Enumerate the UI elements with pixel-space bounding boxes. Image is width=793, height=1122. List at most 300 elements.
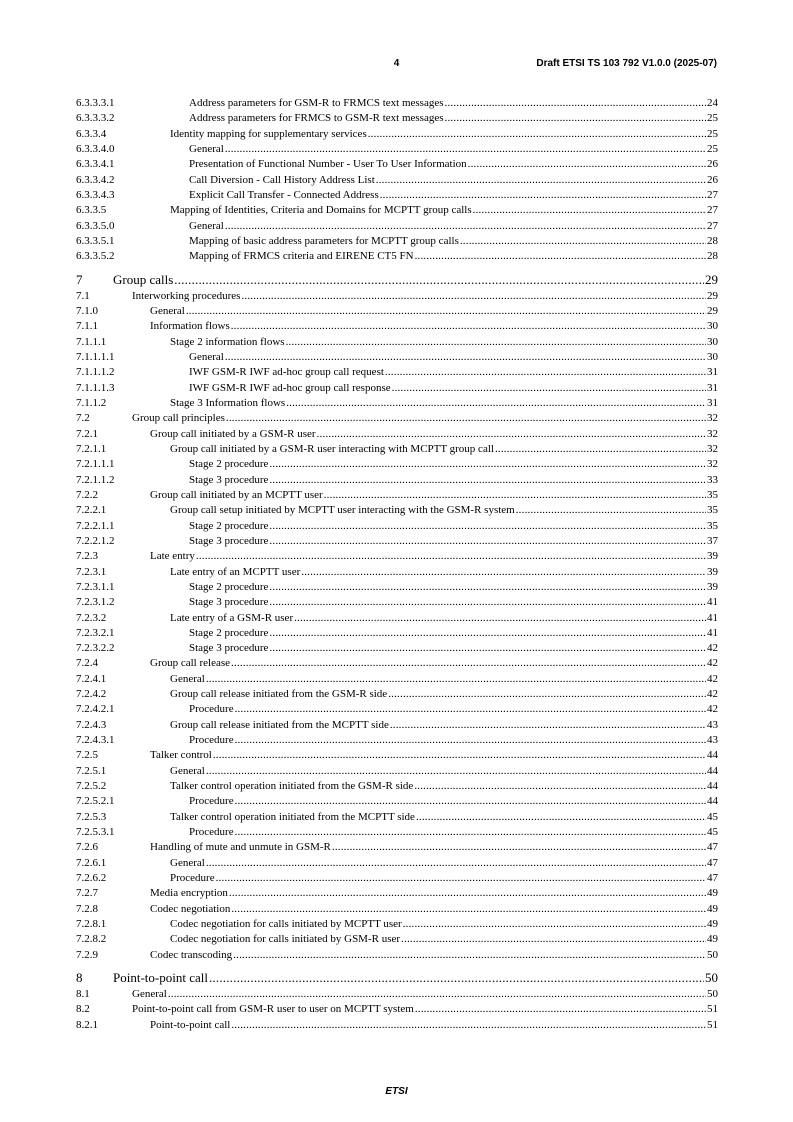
toc-entry-title: Codec negotiation for calls initiated by MCPTT user [170, 918, 402, 931]
toc-entry[interactable] [76, 157, 718, 172]
toc-entry-page: 27 [707, 188, 718, 201]
toc-entry[interactable] [76, 656, 718, 671]
toc-entry-page: 30 [707, 335, 718, 348]
toc-entry-title: Codec transcoding [150, 948, 233, 961]
toc-entry-page: 41 [707, 596, 718, 609]
toc-entry[interactable] [76, 902, 718, 917]
toc-entry-page: 27 [707, 204, 718, 217]
toc-leader-dots [233, 948, 706, 963]
toc-entry-number: 7.2.3.1 [76, 565, 107, 578]
toc-entry-page: 27 [707, 219, 718, 232]
toc-entry-number: 7.2.3.2.2 [76, 642, 115, 655]
toc-entry-title: General [189, 350, 224, 363]
toc-entry-page: 31 [707, 396, 718, 409]
toc-entry-title: Mapping of Identities, Criteria and Domains for MCPTT group calls [170, 204, 472, 217]
toc-entry[interactable] [76, 142, 718, 157]
toc-leader-dots [269, 580, 706, 595]
toc-entry-number: 7.2.5.3 [76, 810, 107, 823]
toc-leader-dots [269, 473, 706, 488]
toc-entry-number: 7.2.3 [76, 550, 98, 563]
toc-leader-dots [392, 381, 706, 396]
toc-entry[interactable] [76, 488, 718, 503]
toc-entry[interactable] [76, 473, 718, 488]
toc-entry-title: Procedure [170, 872, 215, 885]
toc-entry-title: Late entry of a GSM-R user [170, 611, 294, 624]
toc-entry-title: Stage 3 procedure [189, 596, 269, 609]
toc-entry-number: 7.2.2.1 [76, 504, 107, 517]
toc-leader-dots [269, 519, 706, 534]
toc-entry-number: 7.2.1.1.1 [76, 458, 115, 471]
toc-entry[interactable] [76, 565, 718, 580]
toc-leader-dots [235, 825, 706, 840]
toc-entry-title: General [170, 764, 205, 777]
toc-entry-title: General [150, 304, 185, 317]
toc-leader-dots [401, 932, 706, 947]
toc-entry[interactable] [76, 304, 718, 319]
toc-entry-title: Talker control operation initiated from the MCPTT side [170, 810, 415, 823]
toc-entry-title: Group call principles [132, 412, 225, 425]
toc-entry-page: 41 [707, 611, 718, 624]
toc-entry-number: 7.2.3.2.1 [76, 626, 115, 639]
toc-entry-title: Address parameters for GSM-R to FRMCS text messages [189, 97, 444, 109]
toc-entry-title: Late entry [150, 550, 195, 563]
toc-leader-dots [301, 565, 706, 580]
toc-entry-page: 51 [707, 1018, 718, 1031]
toc-entry-title: Stage 2 information flows [170, 335, 285, 348]
toc-entry-page: 35 [707, 504, 718, 517]
toc-entry-number: 7.2.3.2 [76, 611, 107, 624]
toc-entry-title: General [189, 142, 224, 155]
toc-entry-page: 39 [707, 565, 718, 578]
toc-entry-title: Stage 2 procedure [189, 458, 269, 471]
toc-entry-title: Group call initiated by a GSM-R user [150, 427, 316, 440]
toc-entry-title: Stage 3 procedure [189, 473, 269, 486]
toc-entry-title: Group call initiated by an MCPTT user [150, 488, 323, 501]
toc-entry[interactable] [76, 748, 718, 763]
toc-entry-title: Explicit Call Transfer - Connected Address [189, 188, 379, 201]
toc-entry-number: 7.2.2.1.1 [76, 519, 115, 532]
toc-leader-dots [206, 672, 706, 687]
toc-entry[interactable] [76, 350, 718, 365]
toc-entry-page: 41 [707, 626, 718, 639]
toc-entry-page: 32 [707, 458, 718, 471]
toc-leader-dots [414, 779, 706, 794]
toc-entry[interactable] [76, 396, 718, 411]
toc-entry[interactable] [76, 381, 718, 396]
footer-etsi: ETSI [385, 1086, 408, 1097]
toc-entry-page: 44 [707, 795, 718, 808]
toc-entry[interactable] [76, 289, 718, 304]
toc-leader-dots [294, 611, 706, 626]
toc-entry-number: 7.2.5.1 [76, 764, 107, 777]
toc-entry-page: 42 [707, 672, 718, 685]
toc-entry[interactable] [76, 127, 718, 142]
toc-entry-number: 7.2.4.3 [76, 718, 107, 731]
toc-leader-dots [235, 733, 706, 748]
toc-entry-number: 6.3.3.4.3 [76, 188, 115, 201]
toc-leader-dots [225, 142, 706, 157]
toc-entry-page: 33 [707, 473, 718, 486]
toc-entry[interactable] [76, 173, 718, 188]
toc-entry[interactable] [76, 249, 718, 264]
toc-entry[interactable] [76, 271, 718, 289]
toc-leader-dots [403, 917, 706, 932]
toc-entry-page: 26 [707, 173, 718, 186]
toc-entry-number: 7.2.2.1.2 [76, 534, 115, 547]
toc-entry[interactable] [76, 111, 718, 126]
toc-entry-number: 7.2 [76, 412, 90, 425]
toc-entry-number: 6.3.3.4 [76, 127, 107, 140]
toc-entry-page: 29 [705, 271, 718, 287]
toc-entry-title: Group call release initiated from the GSM-R side [170, 688, 388, 701]
toc-leader-dots [385, 365, 706, 380]
toc-entry[interactable] [76, 335, 718, 350]
toc-entry-page: 31 [707, 366, 718, 379]
toc-entry-number: 7.1.1.1.1 [76, 350, 115, 363]
toc-entry-title: Stage 2 procedure [189, 626, 269, 639]
toc-entry-page: 32 [707, 442, 718, 455]
toc-entry[interactable] [76, 764, 718, 779]
toc-entry-page: 28 [707, 234, 718, 247]
toc-entry-number: 7.2.8.2 [76, 933, 107, 946]
toc-leader-dots [269, 626, 706, 641]
toc-leader-dots [376, 173, 706, 188]
toc-entry[interactable] [76, 595, 718, 610]
toc-entry-page: 43 [707, 718, 718, 731]
toc-entry-number: 6.3.3.3.1 [76, 97, 115, 109]
toc-leader-dots [235, 794, 706, 809]
toc-entry-page: 49 [707, 887, 718, 900]
toc-leader-dots [231, 902, 706, 917]
toc-entry-page: 42 [707, 688, 718, 701]
toc-leader-dots [235, 702, 706, 717]
toc-entry-number: 7.1.1.1.3 [76, 381, 115, 394]
toc-entry-title: Group call setup initiated by MCPTT user interacting with the GSM-R system [170, 504, 515, 517]
toc-entry-page: 42 [707, 703, 718, 716]
toc-entry-page: 39 [707, 580, 718, 593]
toc-entry-title: Group calls [113, 271, 174, 287]
toc-entry[interactable] [76, 810, 718, 825]
toc-entry-title: Late entry of an MCPTT user [170, 565, 301, 578]
toc-entry-number: 8.2 [76, 1003, 90, 1016]
toc-entry-number: 7.2.1 [76, 427, 98, 440]
toc-entry-title: Codec negotiation for calls initiated by GSM-R user [170, 933, 401, 946]
toc-leader-dots [186, 304, 706, 319]
toc-leader-dots [286, 335, 706, 350]
toc-entry-page: 43 [707, 734, 718, 747]
toc-entry[interactable] [76, 503, 718, 518]
toc-entry-number: 7.2.9 [76, 948, 98, 961]
toc-leader-dots [368, 127, 706, 142]
toc-entry-page: 42 [707, 642, 718, 655]
toc-entry-title: Stage 2 procedure [189, 519, 269, 532]
toc-entry-title: Stage 3 procedure [189, 642, 269, 655]
toc-entry-number: 7.2.4.1 [76, 672, 107, 685]
toc-entry[interactable] [76, 871, 718, 886]
toc-entry-title: Talker control operation initiated from the GSM-R side [170, 780, 414, 793]
document-title: Draft ETSI TS 103 792 V1.0.0 (2025-07) [536, 58, 717, 69]
toc-entry-title: Group call initiated by a GSM-R user interacting with MCPTT group call [170, 442, 494, 455]
toc-entry-title: IWF GSM-R IWF ad-hoc group call response [189, 381, 391, 394]
toc-entry-number: 7 [76, 271, 83, 287]
toc-entry-number: 7.2.7 [76, 887, 98, 900]
toc-entry[interactable] [76, 519, 718, 534]
toc-entry-title: Identity mapping for supplementary services [170, 127, 367, 140]
toc-entry-number: 7.2.5.3.1 [76, 826, 115, 839]
toc-entry-title: Information flows [150, 320, 230, 333]
toc-entry-title: Group call release [150, 657, 231, 670]
toc-entry[interactable] [76, 840, 718, 855]
toc-entry[interactable] [76, 856, 718, 871]
toc-entry[interactable] [76, 365, 718, 380]
toc-entry-page: 24 [707, 97, 718, 109]
toc-entry-title: Point-to-point call [150, 1018, 231, 1031]
toc-leader-dots [388, 687, 706, 702]
toc-entry-number: 7.1 [76, 289, 90, 302]
toc-entry-page: 28 [707, 250, 718, 263]
toc-entry-number: 7.2.5.2 [76, 780, 107, 793]
toc-leader-dots [468, 157, 706, 172]
toc-leader-dots [269, 641, 706, 656]
toc-entry-title: Codec negotiation [150, 902, 231, 915]
toc-entry-title: General [189, 219, 224, 232]
toc-entry-page: 25 [707, 112, 718, 125]
toc-leader-dots [225, 350, 706, 365]
toc-entry-number: 7.2.1.1 [76, 442, 107, 455]
toc-entry[interactable] [76, 794, 718, 809]
toc-entry[interactable] [76, 825, 718, 840]
toc-entry-page: 49 [707, 933, 718, 946]
toc-leader-dots [174, 271, 704, 289]
toc-entry[interactable] [76, 779, 718, 794]
toc-entry[interactable] [76, 188, 718, 203]
toc-entry-page: 26 [707, 158, 718, 171]
toc-entry-number: 7.2.3.1.2 [76, 596, 115, 609]
toc-entry-page: 29 [707, 304, 718, 317]
toc-entry[interactable] [76, 534, 718, 549]
toc-entry-number: 7.2.4.3.1 [76, 734, 115, 747]
toc-leader-dots [286, 396, 706, 411]
toc-entry-number: 7.2.2 [76, 488, 98, 501]
toc-entry-title: General [170, 672, 205, 685]
toc-leader-dots [216, 871, 706, 886]
toc-leader-dots [269, 457, 706, 472]
toc-entry[interactable] [76, 427, 718, 442]
toc-entry[interactable] [76, 718, 718, 733]
toc-entry-title: General [132, 988, 167, 1001]
toc-leader-dots [332, 840, 706, 855]
toc-leader-dots [473, 203, 706, 218]
toc-entry-number: 7.2.6.1 [76, 856, 107, 869]
toc-entry-page: 45 [707, 826, 718, 839]
toc-entry[interactable] [76, 733, 718, 748]
toc-entry-number: 8.1 [76, 988, 90, 1001]
toc-entry-number: 6.3.3.4.0 [76, 142, 115, 155]
toc-entry-page: 31 [707, 381, 718, 394]
toc-entry[interactable] [76, 886, 718, 901]
toc-entry-number: 7.1.0 [76, 304, 98, 317]
toc-leader-dots [516, 503, 706, 518]
toc-entry-number: 6.3.3.5.2 [76, 250, 115, 263]
toc-leader-dots [416, 810, 706, 825]
toc-leader-dots [209, 969, 704, 987]
toc-entry-number: 6.3.3.3.2 [76, 112, 115, 125]
toc-entry[interactable] [76, 411, 718, 426]
toc-entry-page: 37 [707, 534, 718, 547]
toc-entry-number: 7.1.1 [76, 320, 98, 333]
toc-entry[interactable] [76, 219, 718, 234]
toc-entry-number: 7.2.8 [76, 902, 98, 915]
toc-entry-number: 6.3.3.4.2 [76, 173, 115, 186]
toc-entry-title: Interworking procedures [132, 289, 241, 302]
toc-leader-dots [226, 411, 706, 426]
toc-entry-number: 7.2.6 [76, 841, 98, 854]
toc-leader-dots [213, 748, 706, 763]
toc-entry-title: General [170, 856, 205, 869]
toc-entry-page: 44 [707, 749, 718, 762]
toc-entry-title: Group call release initiated from the MCPTT side [170, 718, 389, 731]
toc-entry[interactable] [76, 969, 718, 987]
toc-entry-number: 8.2.1 [76, 1018, 98, 1031]
toc-entry-title: Media encryption [150, 887, 228, 900]
toc-entry[interactable] [76, 580, 718, 595]
toc-entry-number: 7.2.4.2 [76, 688, 107, 701]
toc-entry-title: Procedure [189, 703, 234, 716]
toc-entry[interactable] [76, 932, 718, 947]
toc-entry[interactable] [76, 948, 718, 963]
toc-leader-dots [168, 987, 706, 1002]
toc-entry-page: 25 [707, 142, 718, 155]
toc-entry[interactable] [76, 457, 718, 472]
toc-entry-number: 7.2.4 [76, 657, 98, 670]
toc-leader-dots [445, 96, 706, 111]
toc-entry-title: Talker control [150, 749, 212, 762]
toc-leader-dots [196, 549, 706, 564]
toc-entry-page: 42 [707, 657, 718, 670]
toc-entry-number: 7.1.1.1.2 [76, 366, 115, 379]
toc-entry-page: 30 [707, 350, 718, 363]
toc-entry-page: 45 [707, 810, 718, 823]
toc-entry-page: 30 [707, 320, 718, 333]
toc-entry-page: 47 [707, 872, 718, 885]
toc-leader-dots [495, 442, 706, 457]
toc-entry-number: 7.1.1.1 [76, 335, 107, 348]
toc-leader-dots [445, 111, 706, 126]
toc-entry-page: 32 [707, 412, 718, 425]
toc-entry-number: 6.3.3.5.0 [76, 219, 115, 232]
toc-leader-dots [269, 534, 706, 549]
toc-leader-dots [229, 886, 706, 901]
toc-entry-title: Handling of mute and unmute in GSM-R [150, 841, 331, 854]
toc-entry[interactable] [76, 1002, 718, 1017]
toc-entry-title: Point-to-point call from GSM-R user to user on MCPTT system [132, 1003, 414, 1016]
toc-entry-page: 49 [707, 918, 718, 931]
toc-entry[interactable] [76, 96, 718, 111]
toc-entry[interactable] [76, 234, 718, 249]
table-of-contents [76, 96, 718, 1033]
toc-entry-number: 8 [76, 970, 83, 986]
toc-entry-page: 50 [705, 970, 718, 986]
toc-entry-page: 35 [707, 488, 718, 501]
toc-entry-title: Mapping of FRMCS criteria and EIRENE CT5 FN [189, 250, 414, 263]
toc-entry-number: 7.2.1.1.2 [76, 473, 115, 486]
toc-entry-title: Procedure [189, 795, 234, 808]
toc-entry-number: 7.2.6.2 [76, 872, 107, 885]
toc-entry-page: 44 [707, 764, 718, 777]
toc-leader-dots [231, 656, 706, 671]
toc-leader-dots [317, 427, 706, 442]
toc-entry[interactable] [76, 702, 718, 717]
toc-entry-page: 25 [707, 127, 718, 140]
toc-leader-dots [206, 764, 706, 779]
toc-entry-number: 7.1.1.2 [76, 396, 107, 409]
toc-entry[interactable] [76, 641, 718, 656]
toc-entry[interactable] [76, 987, 718, 1002]
toc-leader-dots [390, 718, 706, 733]
toc-entry[interactable] [76, 1018, 718, 1033]
toc-leader-dots [231, 319, 706, 334]
toc-leader-dots [415, 1002, 706, 1017]
toc-entry-page: 50 [707, 948, 718, 961]
toc-entry-page: 39 [707, 550, 718, 563]
toc-leader-dots [324, 488, 706, 503]
toc-entry-page: 50 [707, 988, 718, 1001]
toc-entry-number: 7.2.4.2.1 [76, 703, 115, 716]
toc-entry-page: 51 [707, 1003, 718, 1016]
toc-entry[interactable] [76, 319, 718, 334]
toc-entry-title: Point-to-point call [113, 970, 208, 986]
toc-entry-page: 32 [707, 427, 718, 440]
toc-entry[interactable] [76, 611, 718, 626]
toc-entry[interactable] [76, 687, 718, 702]
toc-entry-number: 7.2.8.1 [76, 918, 107, 931]
toc-entry-page: 47 [707, 841, 718, 854]
toc-entry-number: 7.2.5.2.1 [76, 795, 115, 808]
toc-entry-page: 47 [707, 856, 718, 869]
toc-leader-dots [380, 188, 706, 203]
toc-entry[interactable] [76, 442, 718, 457]
toc-entry-number: 7.2.5 [76, 749, 98, 762]
toc-entry-title: Stage 2 procedure [189, 580, 269, 593]
toc-leader-dots [269, 595, 706, 610]
toc-entry-title: Procedure [189, 826, 234, 839]
toc-entry-number: 6.3.3.5 [76, 204, 107, 217]
toc-entry-title: Call Diversion - Call History Address List [189, 173, 375, 186]
toc-entry-title: Presentation of Functional Number - User To User Information [189, 158, 467, 171]
toc-leader-dots [231, 1018, 706, 1033]
toc-entry-title: Stage 3 procedure [189, 534, 269, 547]
toc-entry[interactable] [76, 203, 718, 218]
toc-entry[interactable] [76, 549, 718, 564]
page-number: 4 [393, 58, 400, 69]
toc-entry-number: 6.3.3.5.1 [76, 234, 115, 247]
toc-entry[interactable] [76, 672, 718, 687]
toc-entry-number: 6.3.3.4.1 [76, 158, 115, 171]
toc-leader-dots [415, 249, 706, 264]
toc-entry-page: 29 [707, 289, 718, 302]
toc-entry-title: Procedure [189, 734, 234, 747]
toc-entry-title: Stage 3 Information flows [170, 396, 286, 409]
toc-entry[interactable] [76, 626, 718, 641]
toc-entry-title: Mapping of basic address parameters for MCPTT group calls [189, 234, 459, 247]
toc-leader-dots [241, 289, 706, 304]
toc-entry-page: 44 [707, 780, 718, 793]
toc-entry[interactable] [76, 917, 718, 932]
toc-entry-title: Address parameters for FRMCS to GSM-R text messages [189, 112, 444, 125]
toc-entry-number: 7.2.3.1.1 [76, 580, 115, 593]
toc-leader-dots [206, 856, 706, 871]
toc-entry-page: 49 [707, 902, 718, 915]
